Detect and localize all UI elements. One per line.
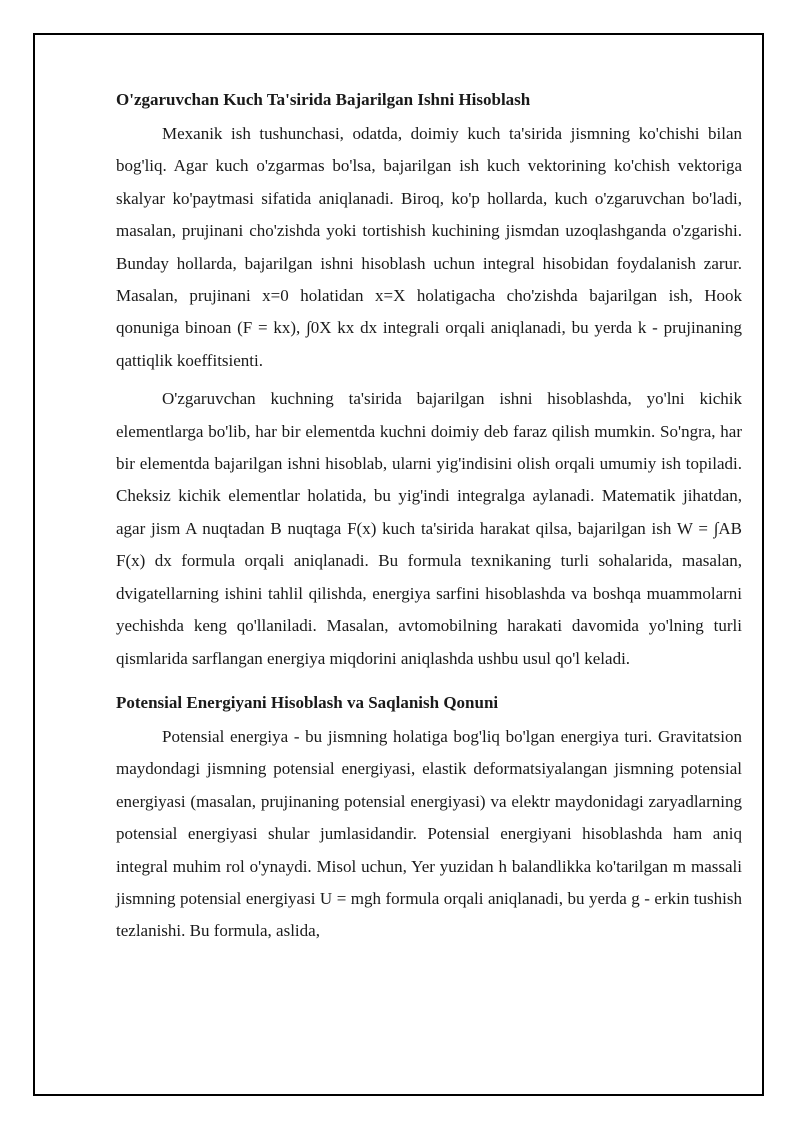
paragraph: Potensial energiya - bu jismning holatiga bog'liq bo'lgan energiya turi. Gravitatsion maydondagi jismning potensial energiyasi, elastik deformatsiyalangan jismning potensial energiyasi (masalan, prujinaning potensial energiyasi) va elektr maydonidagi zaryadlarning potensial energiyasi shular jumlasidandir. Potensial energiyani hisoblashda ham aniq integral muhim rol o'ynaydi. Misol uchun, Yer yuzidan h balandlikka ko'tarilgan m massali jismning potensial energiyasi U = mgh formula orqali aniqlanadi, bu yerda g - erkin tushish tezlanishi. Bu formula, aslida, [116,726,742,941]
paragraph: O'zgaruvchan kuchning ta'sirida bajarilgan ishni hisoblashda, yo'lni kichik elementlarga bo'lib, har bir elementda kuchni doimiy deb faraz qilish mumkin. So'ngra, har bir elementda bajarilgan ishni hisoblab, ularni yig'indisini olish orqali umumiy ish topiladi. Cheksiz kichik elementlar holatida, bu yig'indi integralga aylanadi. Matematik jihatdan, agar jism A nuqtadan B nuqtaga F(x) kuch ta'sirida harakat qilsa, bajarilgan ish W = ∫AB F(x) dx formula orqali aniqlanadi. Bu formula texnikaning turli sohalarida, masalan, dvigatellarning ishini tahlil qilishda, energiya sarfini hisoblashda va boshqa muammolarni yechishda keng qo'llaniladi. Masalan, avtomobilning harakati davomida yo'lning turli qismlarida sarflangan energiya miqdorini aniqlashda ushbu usul qo'l keladi. [116,389,742,668]
section-heading-work-variable-force: O'zgaruvchan Kuch Ta'sirida Bajarilgan Ishni Hisoblash [116,90,531,109]
section-heading-potential-energy: Potensial Energiyani Hisoblash va Saqlanish Qonuni [116,692,499,712]
document-body [116,84,742,948]
paragraph: Mexanik ish tushunchasi, odatda, doimiy kuch ta'sirida jismning ko'chishi bilan bog'liq. Agar kuch o'zgarmas bo'lsa, bajarilgan ish kuch vektorining ko'chish vektoriga skalyar ko'paytmasi sifatida aniqlanadi. Biroq, ko'p hollarda, kuch o'zgaruvchan bo'ladi, masalan, prujinani cho'zishda yoki tortishish kuchining jismdan uzoqlashganda o'zgarishi. Bunday hollarda, bajarilgan ishni hisoblash uchun integral hisobidan foydalanish zarur. Masalan, prujinani x=0 holatidan x=X holatigacha cho'zishda bajarilgan ish, Hook qonuniga binoan (F = kx), ∫0X kx dx integrali orqali aniqlanadi, bu yerda k - prujinaning qattiqlik koeffitsienti. [116,124,742,370]
